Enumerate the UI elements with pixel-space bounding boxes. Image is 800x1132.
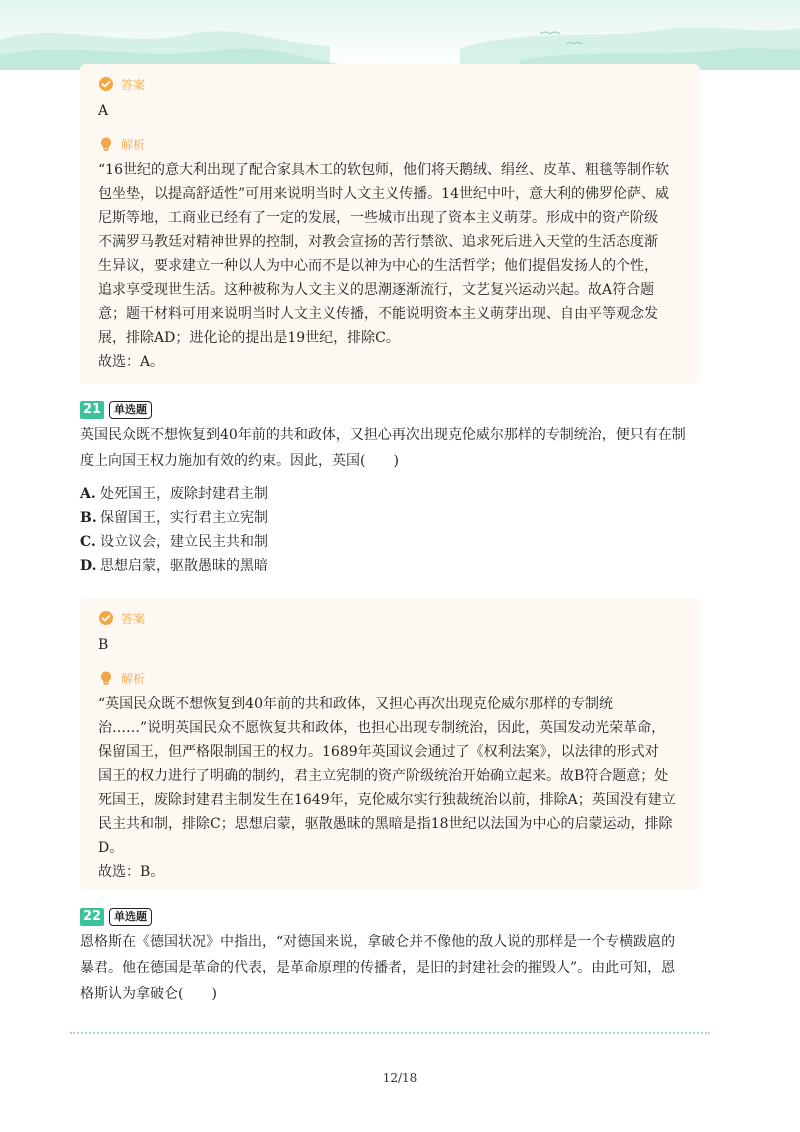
question-stem: 英国民众既不想恢复到40年前的共和政体，又担心再次出现克伦威尔那样的专制统治，便只有在制 度上向国王权力施加有效的约束。因此，英国( ) — [80, 427, 686, 469]
answer-label: 答案 — [121, 77, 146, 92]
option-d[interactable]: D. 思想启蒙，驱散愚昧的黑暗 — [80, 558, 268, 574]
question-21 — [80, 400, 720, 578]
analysis-tag — [98, 668, 680, 688]
analysis-label: 解析 — [121, 137, 146, 152]
check-badge-icon — [98, 76, 114, 92]
answer-label: 答案 — [121, 611, 146, 626]
option-b[interactable]: B. 保留国王，实行君主立宪制 — [80, 510, 268, 526]
answer-value: B — [98, 637, 109, 653]
check-badge-icon — [98, 610, 114, 626]
answer-card-2 — [80, 598, 700, 890]
option-c[interactable]: C. 设立议会，建立民主共和制 — [80, 534, 268, 550]
option-list — [80, 482, 720, 578]
question-number: 21 — [80, 401, 104, 419]
analysis-text: “16世纪的意大利出现了配合家具木工的软包师，他们将天鹅绒、绢丝、皮革、粗毯等制作软 包坐垫，以提高舒适性”可用来说明当时人文主义传播。14世纪中叶，意大利的佛罗伦萨、威 尼斯等地，工商业已经有了一定的发展，一些城市出现了资本主义萌芽。形成中的资产阶级 不满罗马教廷对精神世界的控制，对教会宣扬的苦行禁欲、追求死后进入天堂的生活态度渐 生异议，要求建立一种以人为中心而不是以神为中心的生活哲学；他们提倡发扬人的个性， 追求享受现世生活。这种被称为人文主义的思潮逐渐流行，文艺复兴运动兴起。故A符合题 意；题干材料可用来说明当时人文主义传播，不能说明资本主义萌芽出现、自由平等观念发 展，排除AD；进化论的提出是19世纪，排除C。 故选：A。 — [98, 162, 669, 370]
footer-divider — [70, 1032, 710, 1034]
answer-tag — [98, 608, 680, 628]
analysis-tag — [98, 134, 680, 154]
question-number: 22 — [80, 908, 104, 926]
question-type-badge: 单选题 — [109, 908, 152, 926]
header-banner — [0, 0, 800, 70]
analysis-text: “英国民众既不想恢复到40年前的共和政体，又担心再次出现克伦威尔那样的专制统 治……”说明英国民众不愿恢复共和政体，也担心出现专制统治，因此，英国发动光荣革命， 保留国王，但严格限制国王的权力。1689年英国议会通过了《权利法案》，以法律的形式对 国王的权力进行了明确的制约，君主立宪制的资产阶级统治开始确立起来。故B符合题意；处 死国王，废除封建君主制发生在1649年，克伦威尔实行独裁统治以前，排除A；英国没有建立 民主共和制，排除C；思想启蒙，驱散愚昧的黑暗是指18世纪以法国为中心的启蒙运动，排除 D。 故选：B。 — [98, 696, 676, 880]
question-22 — [80, 907, 720, 1007]
question-stem: 恩格斯在《德国状况》中指出，“对德国来说，拿破仑并不像他的敌人说的那样是一个专横跋扈的 暴君。他在德国是革命的代表，是革命原理的传播者，是旧的封建社会的摧毁人”。由此可知，恩 格斯认为拿破仑( ) — [80, 934, 676, 1002]
page-number: 12/18 — [382, 1071, 418, 1085]
answer-tag — [98, 74, 680, 94]
lightbulb-icon — [98, 670, 114, 686]
lightbulb-icon — [98, 136, 114, 152]
answer-value: A — [98, 103, 109, 119]
question-type-badge: 单选题 — [109, 401, 152, 419]
analysis-label: 解析 — [121, 671, 146, 686]
answer-card-1 — [80, 64, 700, 384]
option-a[interactable]: A. 处死国王，废除封建君主制 — [80, 486, 268, 502]
